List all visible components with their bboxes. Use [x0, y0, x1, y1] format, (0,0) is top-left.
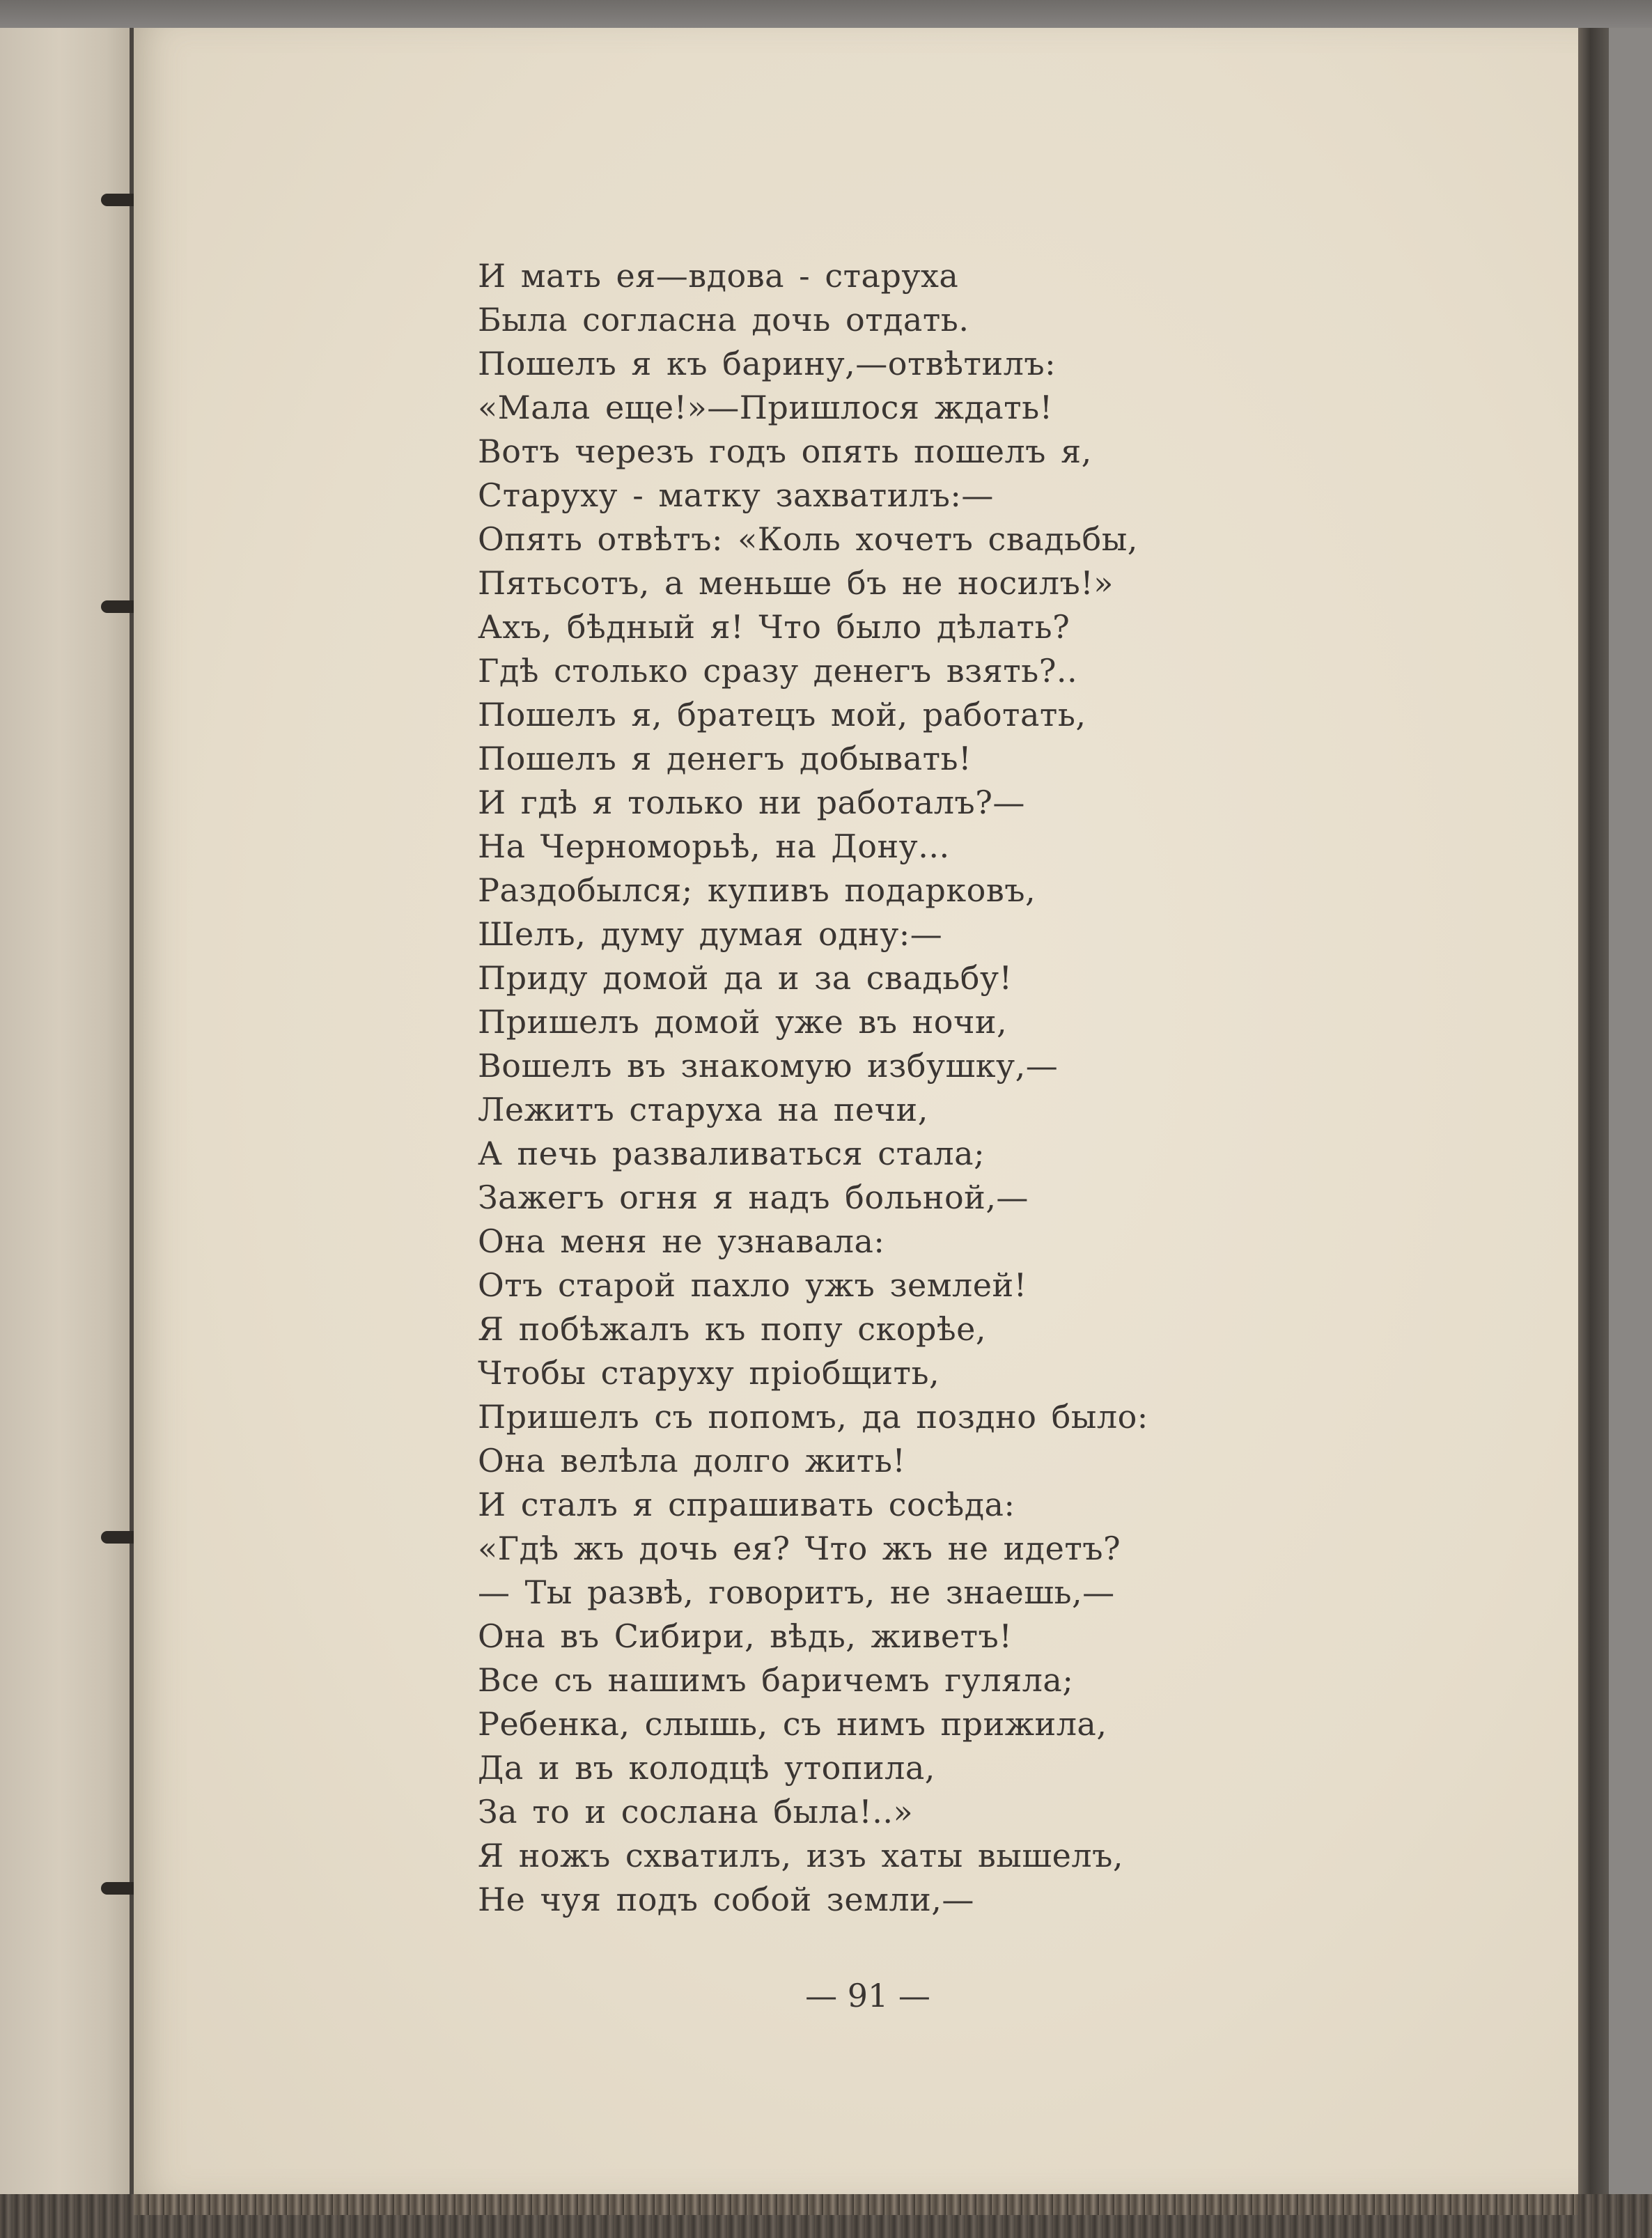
- left-page-leaf: [0, 28, 132, 2194]
- poem-line: Шелъ, думу думая одну:—: [478, 915, 943, 953]
- poem-line: За то и сослана была!..»: [478, 1793, 914, 1831]
- poem-line: Была согласна дочь отдать.: [478, 301, 969, 339]
- poem-line: Она меня не узнавала:: [478, 1222, 885, 1260]
- poem-line: Лежитъ старуха на печи,: [478, 1091, 928, 1128]
- poem-line: Чтобы старуху пріобщить,: [478, 1354, 940, 1392]
- poem-line: На Черноморьѣ, на Дону...: [478, 827, 950, 865]
- poem-line: Она въ Сибири, вѣдь, живетъ!: [478, 1617, 1013, 1655]
- poem-line: А печь разваливаться стала;: [478, 1135, 985, 1172]
- poem-line: Приду домой да и за свадьбу!: [478, 959, 1013, 997]
- poem-line: Старуху - матку захватилъ:—: [478, 476, 994, 514]
- poem-line: Она велѣла долго жить!: [478, 1442, 906, 1479]
- poem-line: Пошелъ я денегъ добывать!: [478, 740, 972, 777]
- poem-line: «Мала еще!»—Пришлося ждать!: [478, 389, 1053, 426]
- book-cover-edge: [134, 2194, 1578, 2215]
- poem-line: Пришелъ домой уже въ ночи,: [478, 1003, 1008, 1041]
- page-edge: [1578, 28, 1609, 2194]
- poem-line: И гдѣ я только ни работалъ?—: [478, 784, 1025, 821]
- poem-line: Пришелъ съ попомъ, да поздно было:: [478, 1398, 1148, 1436]
- poem-line: Пошелъ я, братецъ мой, работать,: [478, 696, 1086, 733]
- poem-line: Вотъ черезъ годъ опять пошелъ я,: [478, 433, 1092, 470]
- poem-text: [478, 254, 1495, 1922]
- poem-line: Вошелъ въ знакомую избушку,—: [478, 1047, 1059, 1085]
- poem-line: Раздобылся; купивъ подарковъ,: [478, 871, 1036, 909]
- page-number: — 91 —: [805, 1977, 930, 2014]
- poem-line: Я ножъ схватилъ, изъ хаты вышелъ,: [478, 1837, 1123, 1874]
- poem-line: Не чуя подъ собой земли,—: [478, 1881, 974, 1918]
- poem-line: Ребенка, слышь, съ нимъ прижила,: [478, 1705, 1107, 1743]
- poem-line: Отъ старой пахло ужъ землей!: [478, 1266, 1027, 1304]
- poem-line: Пятьсотъ, а меньше бъ не носилъ!»: [478, 564, 1114, 602]
- poem-line: И сталъ я спрашивать сосѣда:: [478, 1486, 1015, 1523]
- poem-line: Все съ нашимъ баричемъ гуляла;: [478, 1661, 1074, 1699]
- poem-line: Я побѣжалъ къ попу скорѣе,: [478, 1310, 986, 1348]
- poem-line: Зажегъ огня я надъ больной,—: [478, 1179, 1029, 1216]
- poem-line: — Ты развѣ, говоритъ, не знаешь,—: [478, 1573, 1115, 1611]
- poem-line: Ахъ, бѣдный я! Что было дѣлать?: [478, 608, 1070, 646]
- poem-line: «Гдѣ жъ дочь ея? Что жъ не идетъ?: [478, 1530, 1121, 1567]
- poem-line: И мать ея—вдова - старуха: [478, 257, 959, 295]
- scan-frame-bottom: [0, 2194, 1652, 2238]
- poem-line: Гдѣ столько сразу денегъ взять?..: [478, 652, 1078, 690]
- scan-frame-top: [0, 0, 1652, 28]
- poem-line: Пошелъ я къ барину,—отвѣтилъ:: [478, 345, 1057, 382]
- poem-line: Опять отвѣтъ: «Коль хочетъ свадьбы,: [478, 520, 1138, 558]
- poem-line: Да и въ колодцѣ утопила,: [478, 1749, 935, 1787]
